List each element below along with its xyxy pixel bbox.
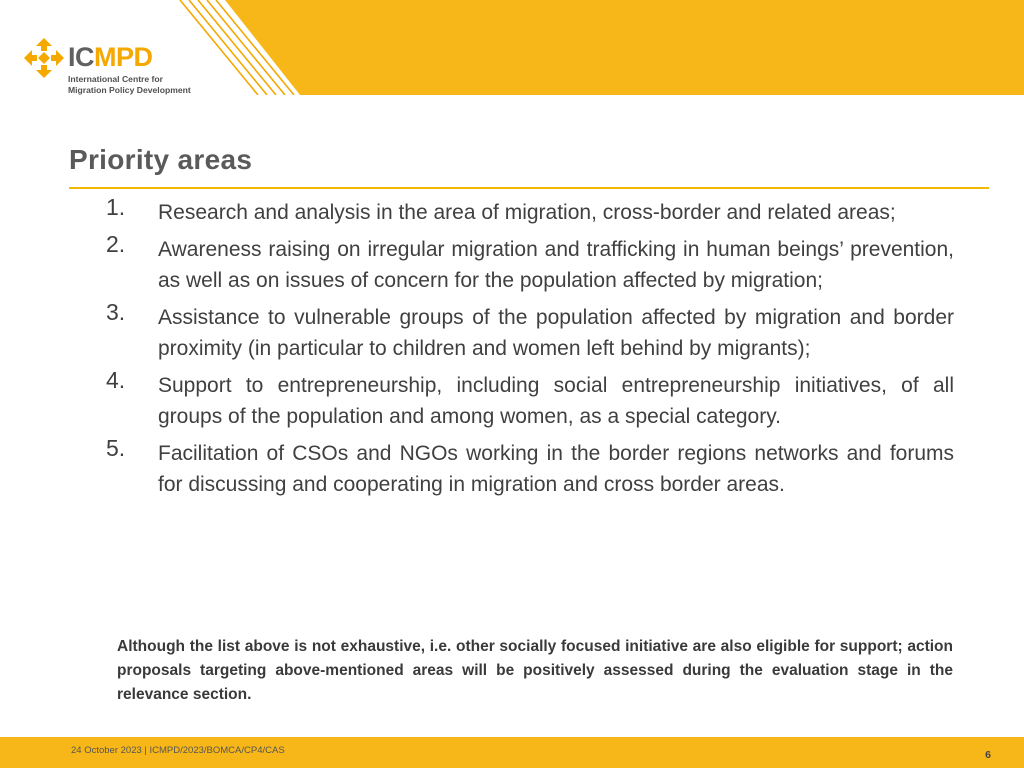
title-divider	[69, 187, 989, 189]
list-item	[106, 435, 954, 500]
logo-subtitle-line-2: Migration Policy Development	[68, 84, 191, 95]
list-item	[106, 194, 954, 228]
list-item	[106, 299, 954, 364]
list-item	[106, 231, 954, 296]
priority-list	[106, 194, 954, 506]
footer-bar	[0, 737, 1024, 768]
icmpd-logo	[24, 38, 204, 98]
list-number: 1.	[106, 194, 126, 220]
list-number: 2.	[106, 231, 126, 257]
logo-subtitle-line-1: International Centre for	[68, 74, 164, 84]
arrows-diamond-icon	[24, 38, 64, 78]
page-title: Priority areas	[69, 144, 253, 175]
list-item	[106, 367, 954, 432]
list-item-text: Research and analysis in the area of migration, cross-border and related areas;	[158, 201, 896, 224]
list-item-text: Assistance to vulnerable groups of the population affected by migration and border proximity (in particular to children and women left behind by migrants);	[158, 306, 954, 360]
list-number: 5.	[106, 435, 126, 461]
logo-wordmark: ICMPD	[68, 42, 153, 72]
list-item-text: Facilitation of CSOs and NGOs working in the border regions networks and forums for discussing and cooperating in migration and cross border areas.	[158, 442, 954, 496]
eligibility-note: Although the list above is not exhaustive, i.e. other socially focused initiative are also eligible for support; action proposals targeting above-mentioned areas will be positively assessed during the evaluation stage in the relevance section.	[117, 638, 953, 703]
list-item-text: Support to entrepreneurship, including social entrepreneurship initiatives, of all groups of the population and among women, as a special category.	[158, 374, 954, 428]
footer-reference: 24 October 2023 | ICMPD/2023/BOMCA/CP4/CAS	[71, 745, 285, 756]
list-number: 3.	[106, 299, 126, 325]
page-number: 6	[985, 749, 991, 761]
list-number: 4.	[106, 367, 126, 393]
logo-subtitle	[68, 74, 191, 95]
list-item-text: Awareness raising on irregular migration and trafficking in human beings’ prevention, as well as on issues of concern for the population affected by migration;	[158, 238, 954, 292]
